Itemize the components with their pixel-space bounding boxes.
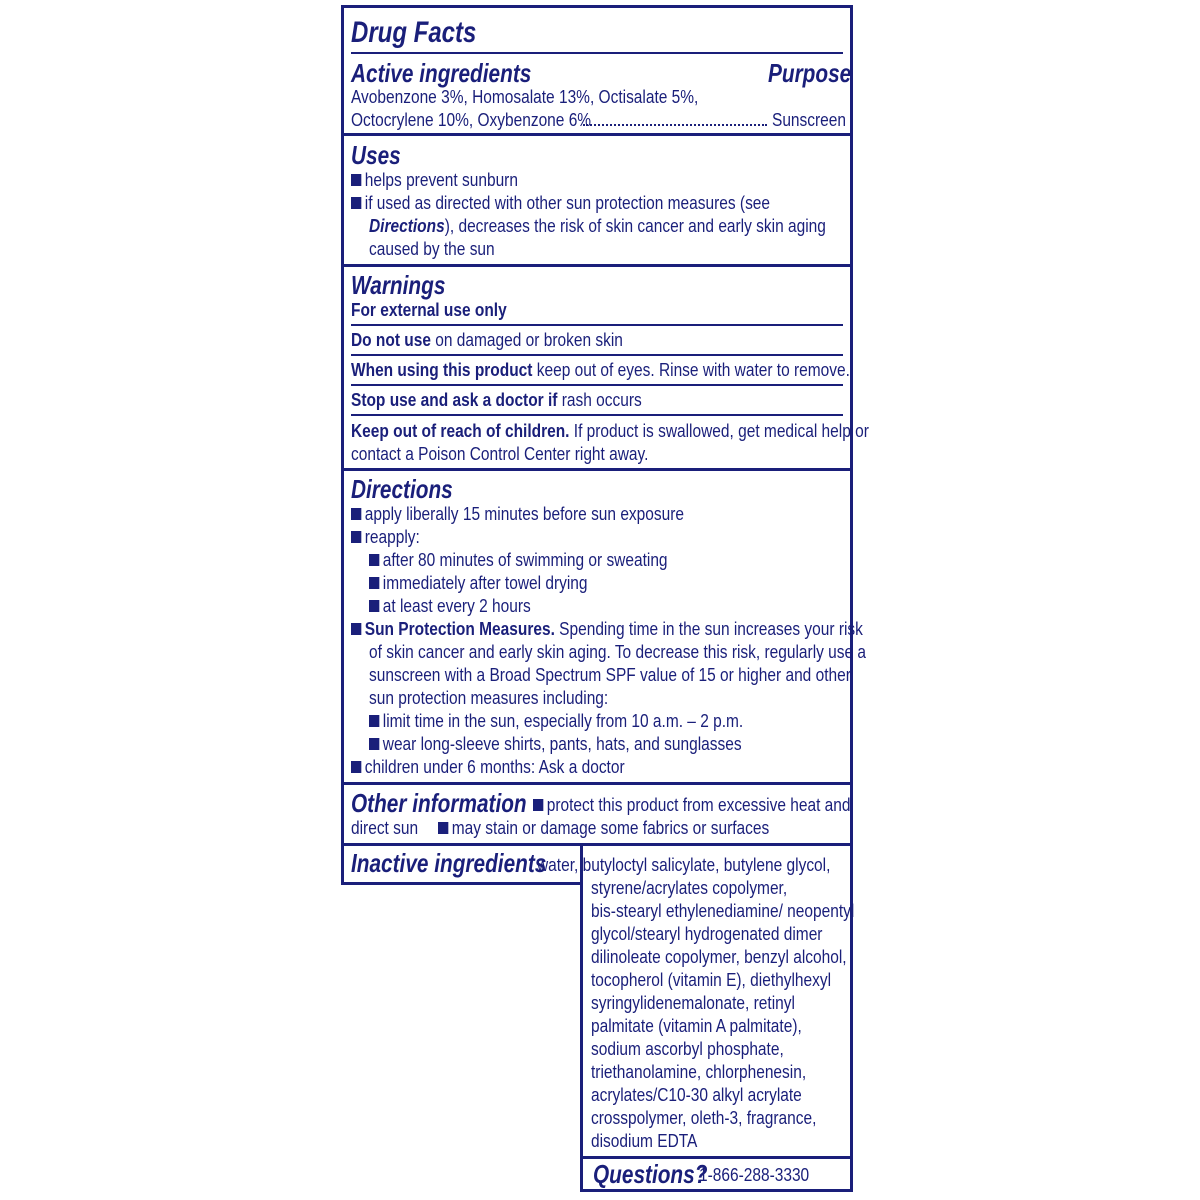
stop-use-label: Stop use and ask a doctor if xyxy=(351,390,558,410)
spm-sub-1 xyxy=(369,710,743,733)
spm-sub-1-text: limit time in the sun, especially from 10 a.m. – 2 p.m. xyxy=(382,711,744,731)
directions-item-last-text: children under 6 months: Ask a doctor xyxy=(364,757,625,777)
stop-use xyxy=(351,389,642,412)
purpose-sunscreen: Sunscreen xyxy=(772,110,847,130)
when-using xyxy=(351,359,850,382)
inactive-line-7: syringylidenemalonate, retinyl xyxy=(591,993,795,1013)
do-not-use-label: Do not use xyxy=(351,330,431,350)
warnings-rule-2 xyxy=(351,354,843,356)
bullet-square-icon xyxy=(351,508,361,520)
bullet-square-icon xyxy=(351,197,361,209)
reapply-sub-1-text: after 80 minutes of swimming or sweating xyxy=(382,550,668,570)
directions-item-last xyxy=(351,756,625,779)
reapply-sub-3 xyxy=(369,595,531,618)
uses-heading: Uses xyxy=(351,140,401,170)
inactive-line-13: disodium EDTA xyxy=(591,1131,698,1151)
directions-heading: Directions xyxy=(351,474,453,504)
uses-item-2-line-1 xyxy=(351,192,770,215)
inactive-ingredients-heading: Inactive ingredients xyxy=(351,848,547,878)
active-line-1: Avobenzone 3%, Homosalate 13%, Octisalate 5%, xyxy=(351,87,699,107)
other-item-2 xyxy=(438,817,769,840)
bullet-square-icon xyxy=(369,577,379,589)
directions-item-1 xyxy=(351,503,684,526)
active-line-2: Octocrylene 10%, Oxybenzone 6% xyxy=(351,110,592,130)
when-using-label: When using this product xyxy=(351,360,533,380)
other-item-1-part-1 xyxy=(533,794,851,817)
bullet-square-icon xyxy=(351,761,361,773)
active-ingredients-heading: Active ingredients xyxy=(351,58,532,88)
bullet-square-icon xyxy=(369,715,379,727)
bullet-square-icon xyxy=(369,738,379,750)
bullet-square-icon xyxy=(351,623,361,635)
purpose-leader-dots xyxy=(583,124,767,126)
section-rule-warnings xyxy=(344,468,850,471)
section-rule-uses xyxy=(344,264,850,267)
keep-out-label: Keep out of reach of children. xyxy=(351,421,570,441)
other-item-1-text: protect this product from excessive heat and xyxy=(546,795,851,815)
uses-item-2-text-rest: ), decreases the risk of skin cancer and early skin aging xyxy=(444,216,826,236)
bullet-square-icon xyxy=(438,822,448,834)
directions-item-2 xyxy=(351,526,420,549)
spm-label: Sun Protection Measures. xyxy=(364,619,555,639)
stop-use-text: rash occurs xyxy=(557,390,642,410)
warnings-rule-4 xyxy=(351,414,843,416)
section-rule-directions xyxy=(344,782,850,785)
uses-item-1-text: helps prevent sunburn xyxy=(364,170,518,190)
directions-reference: Directions xyxy=(369,216,445,236)
inactive-line-12: crosspolymer, oleth-3, fragrance, xyxy=(591,1108,817,1128)
spm-sub-2-text: wear long-sleeve shirts, pants, hats, and sunglasses xyxy=(382,734,742,754)
reapply-sub-2 xyxy=(369,572,588,595)
section-rule-other xyxy=(344,843,850,846)
uses-item-1 xyxy=(351,169,518,192)
spm-line-3: sunscreen with a Broad Spectrum SPF value of 15 or higher and other xyxy=(369,665,851,685)
inactive-line-3: bis-stearyl ethylenediamine/ neopentyl xyxy=(591,901,855,921)
warnings-heading: Warnings xyxy=(351,270,446,300)
keep-out-line-1 xyxy=(351,420,869,443)
reapply-sub-1 xyxy=(369,549,668,572)
inactive-line-4: glycol/stearyl hydrogenated dimer xyxy=(591,924,823,944)
spm-line-1 xyxy=(351,618,863,641)
directions-item-2-text: reapply: xyxy=(364,527,420,547)
reapply-sub-3-text: at least every 2 hours xyxy=(382,596,531,616)
inactive-line-9: sodium ascorbyl phosphate, xyxy=(591,1039,784,1059)
bullet-square-icon xyxy=(369,554,379,566)
inactive-line-5: dilinoleate copolymer, benzyl alcohol, xyxy=(591,947,847,967)
other-information-heading: Other information xyxy=(351,788,527,818)
do-not-use xyxy=(351,329,623,352)
keep-out-line-2: contact a Poison Control Center right away. xyxy=(351,444,649,464)
warnings-rule-3 xyxy=(351,384,843,386)
do-not-use-text: on damaged or broken skin xyxy=(430,330,623,350)
other-item-1-part-2: direct sun xyxy=(351,818,419,838)
when-using-text: keep out of eyes. Rinse with water to remove. xyxy=(532,360,850,380)
directions-item-1-text: apply liberally 15 minutes before sun exposure xyxy=(364,504,685,524)
spm-line-2: of skin cancer and early skin aging. To decrease this risk, regularly use a xyxy=(369,642,867,662)
inactive-line-10: triethanolamine, chlorphenesin, xyxy=(591,1062,807,1082)
drug-facts-title: Drug Facts xyxy=(351,16,477,49)
bullet-square-icon xyxy=(369,600,379,612)
questions-phone: 1-866-288-3330 xyxy=(699,1165,810,1185)
uses-item-2-line-3: caused by the sun xyxy=(369,239,495,259)
reapply-sub-2-text: immediately after towel drying xyxy=(382,573,588,593)
bullet-square-icon xyxy=(533,799,543,811)
section-rule-active xyxy=(344,133,850,136)
other-item-2-text: may stain or damage some fabrics or surfaces xyxy=(451,818,770,838)
keep-out-text: If product is swallowed, get medical help or xyxy=(569,421,869,441)
external-use-only: For external use only xyxy=(351,300,507,320)
inactive-line-11: acrylates/C10-30 alkyl acrylate xyxy=(591,1085,802,1105)
uses-item-2-text: if used as directed with other sun protection measures (see xyxy=(364,193,771,213)
title-rule xyxy=(351,52,843,54)
warnings-rule-1 xyxy=(351,324,843,326)
bullet-square-icon xyxy=(351,174,361,186)
uses-item-2-line-2 xyxy=(369,215,826,238)
purpose-heading: Purpose xyxy=(768,58,852,88)
inactive-line-8: palmitate (vitamin A palmitate), xyxy=(591,1016,802,1036)
inactive-line-6: tocopherol (vitamin E), diethylhexyl xyxy=(591,970,832,990)
questions-heading: Questions? xyxy=(593,1159,708,1189)
spm-sub-2 xyxy=(369,733,742,756)
spm-line-4: sun protection measures including: xyxy=(369,688,609,708)
bullet-square-icon xyxy=(351,531,361,543)
inactive-line-1: water, butyloctyl salicylate, butylene glycol, xyxy=(537,855,831,875)
inactive-line-2: styrene/acrylates copolymer, xyxy=(591,878,788,898)
spm-line-1-text: Spending time in the sun increases your risk xyxy=(554,619,863,639)
